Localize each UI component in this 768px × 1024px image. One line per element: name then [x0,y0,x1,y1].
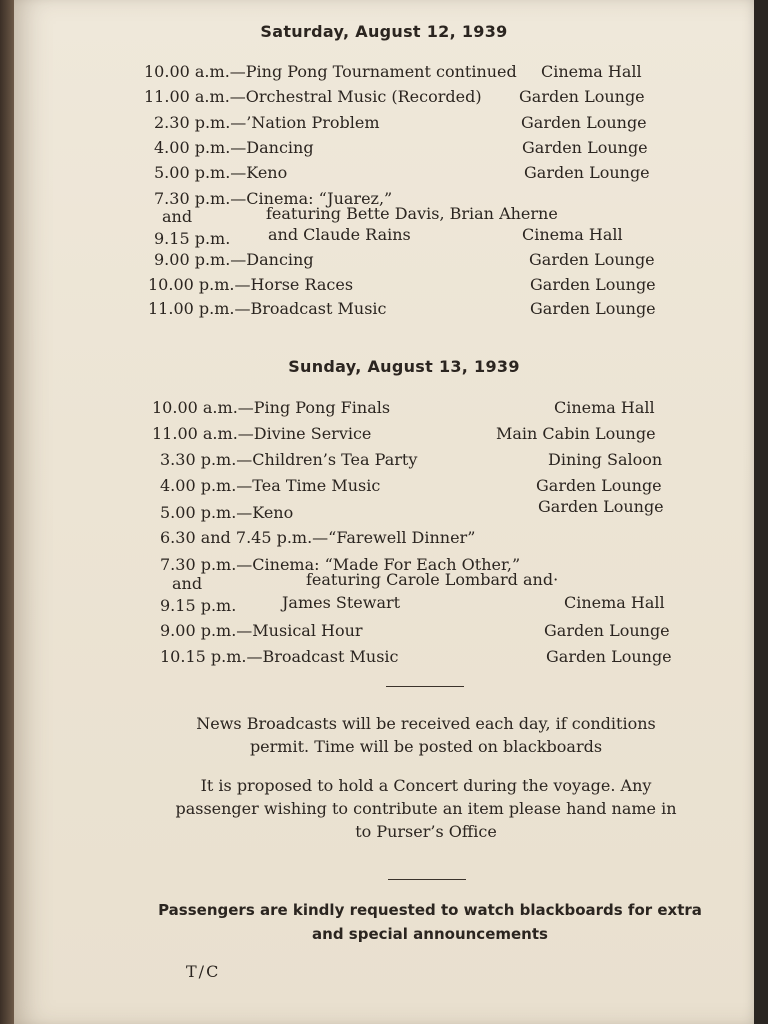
schedule-row [148,298,654,320]
schedule-row [268,224,664,246]
schedule-row [160,497,664,524]
schedule-row [154,137,654,159]
row-event: 10.00 a.m.—Ping Pong Tournament continued [144,62,517,81]
row-event: 4.00 p.m.—Tea Time Music [160,476,381,495]
schedule-row [154,112,654,134]
row-event: 9.00 p.m.—Dancing [154,250,314,269]
schedule-row [154,228,254,250]
row-event: 10.00 p.m.—Horse Races [148,275,354,294]
schedule-row [306,569,566,591]
schedule-row [160,449,662,471]
row-location: Garden Lounge [536,476,662,495]
row-event: and Claude Rains [268,225,411,244]
row-location: Garden Lounge [522,138,648,157]
schedule-row [160,646,672,668]
row-event: 10.15 p.m.—Broadcast Music [160,647,399,666]
schedule-row [152,423,662,445]
row-event: 11.00 p.m.—Broadcast Music [148,299,387,318]
row-location: Cinema Hall [541,62,642,81]
schedule-row [160,620,672,642]
row-location: Garden Lounge [530,275,656,294]
row-event: featuring Carole Lombard and· [306,570,559,589]
schedule-row [148,274,654,296]
row-event: 11.00 a.m.—Divine Service [152,424,372,443]
schedule-row [152,397,662,419]
row-event: and [162,207,193,226]
concert-note: It is proposed to hold a Concert during the voyage. Any passenger wishing to contribute an item please hand name in to Purser’s Office [175,776,677,841]
row-event: James Stewart [282,593,401,612]
row-event: 5.00 p.m.—Keno [154,163,288,182]
row-location: Main Cabin Lounge [496,424,656,443]
row-location: Cinema Hall [564,593,665,612]
row-location: Cinema Hall [522,225,623,244]
schedule-row [144,61,654,83]
row-event: 2.30 p.m.—’Nation Problem [154,113,380,132]
row-location: Cinema Hall [554,398,655,417]
divider [386,686,464,687]
row-event: 9.15 p.m. [160,596,237,615]
row-event: 7.30 p.m.—Cinema: “Juarez,” [154,189,393,208]
schedule-row [266,203,586,225]
schedule-row [154,162,654,184]
row-location: Garden Lounge [544,621,670,640]
row-event: 6.30 and 7.45 p.m.—“Farewell Dinner” [160,528,476,547]
row-location: Garden Lounge [530,299,656,318]
row-location: Garden Lounge [529,250,655,269]
row-event: 7.30 p.m.—Cinema: “Made For Each Other,” [160,555,521,574]
row-event: 9.15 p.m. [154,229,231,248]
divider [388,879,466,880]
row-event: featuring Bette Davis, Brian Aherne [266,204,558,223]
row-event: 3.30 p.m.—Children’s Tea Party [160,450,418,469]
schedule-row [162,206,242,228]
program-page [14,0,754,1024]
row-location: Garden Lounge [538,497,664,516]
row-location: Garden Lounge [521,113,647,132]
row-event: 4.00 p.m.—Dancing [154,138,314,157]
row-event: and [172,574,203,593]
row-location: Garden Lounge [524,163,650,182]
schedule-row [282,592,672,614]
printer-code: T/C [186,962,221,981]
row-event: 11.00 a.m.—Orchestral Music (Recorded) [144,87,482,106]
news-broadcast-note: News Broadcasts will be received each day, if conditions permit. Time will be posted on blackboards [196,714,656,756]
sunday-heading: Sunday, August 13, 1939 [288,357,520,376]
schedule-row [172,573,252,595]
row-event: 10.00 a.m.—Ping Pong Finals [152,398,391,417]
saturday-heading: Saturday, August 12, 1939 [260,22,508,41]
row-event: 9.00 p.m.—Musical Hour [160,621,363,640]
blackboards-announcement: Passengers are kindly requested to watch blackboards for extra and special announcements [158,901,702,943]
schedule-row [160,595,260,617]
row-location: Garden Lounge [546,647,672,666]
row-event: 5.00 p.m.—Keno [160,503,294,522]
schedule-row [160,527,662,549]
schedule-row [144,86,654,108]
schedule-row [154,249,654,271]
row-location: Dining Saloon [548,450,663,469]
row-location: Garden Lounge [519,87,645,106]
schedule-row [160,475,662,497]
